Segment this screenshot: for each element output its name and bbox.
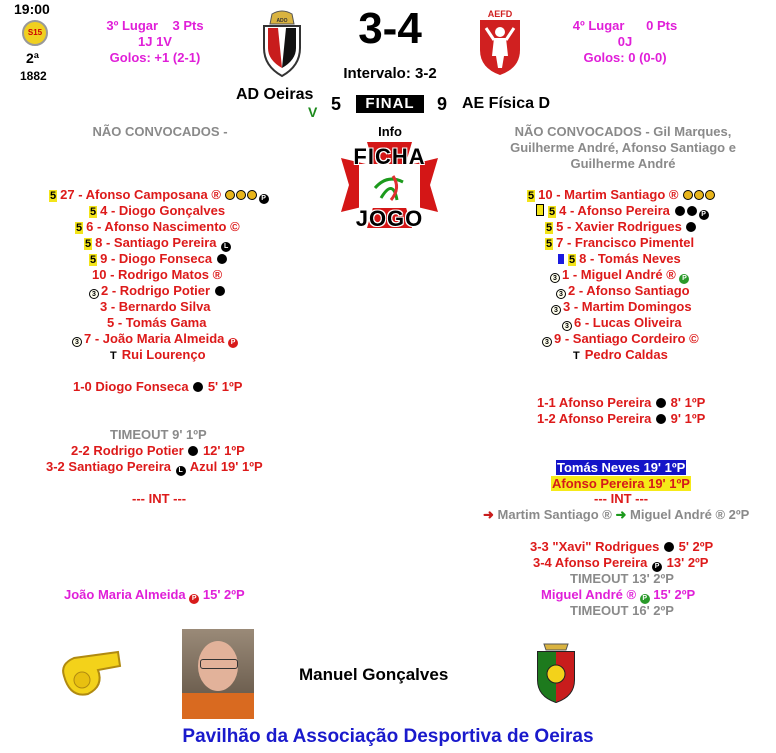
home-player-row[interactable]: [89, 283, 226, 299]
player-name: 27 - Afonso Camposana ®: [60, 187, 221, 202]
player-name: 7 - João Maria Almeida: [84, 331, 225, 346]
home-coach-row[interactable]: [110, 347, 206, 364]
event-time: 12' 1ºP: [202, 443, 245, 458]
home-position: 3º Lugar: [106, 18, 159, 33]
goal-ball-icon: [686, 222, 696, 232]
penalty-icon: P: [652, 562, 662, 572]
away-goal-event: [537, 395, 705, 411]
player-name: 10 - Rodrigo Matos ®: [92, 267, 223, 282]
away-not-called: NÃO CONVOCADOS - Gil Marques, Guilherme André, Afonso Santiago e Guilherme André: [510, 124, 736, 171]
away-team-name[interactable]: AE Física D: [462, 95, 551, 112]
goal-ball-icon: [656, 398, 666, 408]
home-card-event: [64, 587, 245, 604]
event-time: 13' 2ºP: [666, 555, 709, 570]
goal-ball-icon: [217, 254, 227, 264]
player-name: 3 - Bernardo Silva: [100, 299, 211, 314]
association-crest-icon: [532, 640, 580, 706]
event-text: 2-2 Rodrigo Potier: [71, 443, 184, 458]
final-status-text: FINAL: [365, 95, 415, 112]
player-name: 7 - Francisco Pimentel: [556, 235, 695, 250]
home-player-row[interactable]: [92, 267, 222, 283]
home-timeout-event: TIMEOUT 9' 1ºP: [110, 427, 207, 442]
event-text: Martim Santiago ®: [497, 507, 612, 522]
event-text: 1-0 Diogo Fonseca: [73, 379, 189, 394]
away-timeout-event: TIMEOUT 16' 2ºP: [570, 603, 674, 618]
goal-ball-icon: [215, 286, 225, 296]
away-position: 4º Lugar: [572, 18, 625, 33]
away-goal-event: [533, 555, 708, 572]
goal-ball-icon: [675, 206, 685, 216]
home-standing: [85, 18, 225, 66]
five-badge: 5: [50, 190, 57, 202]
game-id: 1882: [20, 69, 47, 83]
third-card-icon: 3: [551, 305, 561, 315]
home-goals: Golos: +1 (2-1): [109, 50, 201, 65]
event-text: Miguel André ® 2ºP: [630, 507, 750, 522]
long-icon: [705, 190, 715, 200]
away-yellow-card-event: Afonso Pereira 19' 1ºP: [552, 476, 690, 491]
home-interval-marker: --- INT ---: [132, 491, 187, 506]
event-text: 1-1 Afonso Pereira: [537, 395, 652, 410]
event-time: 15' 2ºP: [653, 587, 696, 602]
sub-out-arrow-icon: ➜: [483, 507, 494, 522]
away-points: 0 Pts: [646, 18, 678, 33]
away-goals: Golos: 0 (0-0): [583, 50, 667, 65]
round-badge-text: S15: [27, 28, 43, 37]
event-text: 1-2 Afonso Pereira: [537, 411, 652, 426]
home-points: 3 Pts: [172, 18, 204, 33]
home-player-row[interactable]: [89, 251, 228, 267]
third-card-icon: 3: [72, 337, 82, 347]
away-player-row[interactable]: [556, 283, 690, 299]
event-time: 5' 1ºP: [207, 379, 243, 394]
penalty-icon: P: [189, 594, 199, 604]
player-name: 4 - Diogo Gonçalves: [100, 203, 226, 218]
coach-name: Rui Lourenço: [121, 347, 206, 362]
player-name: 2 - Afonso Santiago: [568, 283, 690, 298]
player-name: 9 - Diogo Fonseca: [100, 251, 213, 266]
coach-icon: T: [110, 350, 117, 362]
away-player-row[interactable]: [527, 187, 715, 203]
away-player-row[interactable]: [558, 251, 681, 267]
round-number: 2ª: [26, 50, 39, 66]
final-score: 3-4: [358, 4, 422, 53]
blue-card-icon: [558, 254, 564, 264]
player-name: 9 - Santiago Cordeiro ©: [554, 331, 699, 346]
five-badge: 5: [90, 206, 97, 218]
away-timeout-event: TIMEOUT 13' 2ºP: [570, 571, 674, 586]
away-blue-card-event: Tomás Neves 19' 1ºP: [557, 460, 686, 475]
referee-name[interactable]: Manuel Gonçalves: [299, 665, 449, 684]
five-badge: 5: [90, 254, 97, 266]
round-badge-icon: [22, 20, 48, 46]
event-time: Azul 19' 1ºP: [189, 459, 263, 474]
away-player-row[interactable]: [542, 331, 699, 347]
home-record: 1J 1V: [138, 34, 172, 49]
goal-ball-icon: [193, 382, 203, 392]
penalty-icon: P: [699, 210, 709, 220]
svg-text:ADO: ADO: [276, 18, 288, 24]
five-badge: 5: [546, 238, 553, 250]
third-card-icon: 3: [542, 337, 552, 347]
gold-card-icon: [225, 190, 235, 200]
away-crest-icon: [474, 8, 526, 76]
home-player-row[interactable]: [89, 203, 225, 219]
gold-card-icon: [236, 190, 246, 200]
home-player-row[interactable]: [72, 331, 238, 348]
event-text: 3-4 Afonso Pereira: [533, 555, 648, 570]
gold-card-icon: [683, 190, 693, 200]
five-badge: 5: [546, 222, 553, 234]
ficha-jogo-button[interactable]: [337, 138, 442, 232]
player-name: 3 - Martim Domingos: [563, 299, 692, 314]
home-player-row[interactable]: [100, 299, 211, 315]
home-fouls: 5: [331, 94, 342, 114]
away-coach-row[interactable]: [573, 347, 668, 364]
five-badge: 5: [76, 222, 83, 234]
green-penalty-icon: P: [679, 274, 689, 284]
event-time: 9' 1ºP: [670, 411, 706, 426]
info-link[interactable]: Info: [378, 124, 402, 139]
event-time: 15' 2ºP: [202, 587, 245, 602]
player-name: 1 - Miguel André ®: [562, 267, 676, 282]
home-goal-event: [46, 459, 263, 476]
home-goal-event: [73, 379, 242, 395]
final-status-badge: [356, 95, 424, 113]
third-card-icon: 3: [556, 289, 566, 299]
venue-name[interactable]: Pavilhão da Associação Desportiva de Oeiras: [182, 726, 594, 747]
penalty-icon: P: [228, 338, 238, 348]
away-player-row[interactable]: [536, 203, 710, 220]
event-text: 3-2 Santiago Pereira: [46, 459, 171, 474]
referee-shirt: [182, 693, 254, 719]
away-record: 0J: [617, 34, 633, 49]
gold-card-icon: [694, 190, 704, 200]
long-icon: L: [221, 242, 231, 252]
referee-photo: [182, 629, 254, 719]
event-text: 3-3 "Xavi" Rodrigues: [530, 539, 660, 554]
home-crest-icon: [258, 8, 306, 78]
event-text: João Maria Almeida: [64, 587, 186, 602]
goal-ball-icon: [656, 414, 666, 424]
coach-name: Pedro Caldas: [584, 347, 668, 362]
away-player-row[interactable]: [550, 267, 689, 284]
home-not-called: NÃO CONVOCADOS -: [92, 124, 228, 139]
halftime-score: Intervalo: 3-2: [343, 65, 437, 82]
five-badge: 5: [569, 254, 576, 266]
away-player-row[interactable]: [562, 315, 682, 331]
player-name: 2 - Rodrigo Potier: [101, 283, 211, 298]
away-player-row[interactable]: [545, 219, 697, 235]
away-fouls: 9: [437, 94, 448, 114]
player-name: 6 - Lucas Oliveira: [574, 315, 682, 330]
third-card-icon: 3: [550, 273, 560, 283]
away-goal-event: [537, 411, 705, 427]
five-badge: 5: [528, 190, 535, 202]
player-name: 10 - Martim Santiago ®: [538, 187, 679, 202]
home-player-row[interactable]: [75, 219, 240, 235]
away-crest-text: AEFD: [487, 9, 513, 19]
away-player-row[interactable]: [551, 299, 692, 315]
coach-icon: T: [573, 350, 580, 362]
player-name: 8 - Tomás Neves: [579, 251, 681, 266]
referee-glasses: [200, 659, 238, 669]
match-time: 19:00: [14, 1, 50, 17]
green-penalty-icon: P: [640, 594, 650, 604]
player-name: 5 - Tomás Gama: [107, 315, 207, 330]
player-name: 4 - Afonso Pereira: [559, 203, 670, 218]
ficha-line2: JOGO: [355, 206, 424, 231]
ficha-line1: FICHA: [353, 144, 426, 169]
away-goal-event: [530, 539, 713, 555]
gold-card-icon: [247, 190, 257, 200]
goal-ball-icon: [687, 206, 697, 216]
goal-ball-icon: [664, 542, 674, 552]
player-name: 8 - Santiago Pereira: [95, 235, 217, 250]
goal-ball-icon: [188, 446, 198, 456]
five-badge: 5: [549, 206, 556, 218]
event-time: 5' 2ºP: [678, 539, 714, 554]
whistle-icon: [54, 646, 126, 702]
third-card-icon: 3: [89, 289, 99, 299]
box-icon: [536, 204, 544, 216]
player-name: 5 - Xavier Rodrigues: [556, 219, 682, 234]
home-player-row[interactable]: [84, 235, 232, 252]
home-team-name[interactable]: AD Oeiras: [236, 86, 314, 103]
home-player-row[interactable]: [49, 187, 270, 204]
away-card-event: [541, 587, 695, 604]
home-player-row[interactable]: [107, 315, 206, 331]
away-player-row[interactable]: [545, 235, 694, 251]
home-goal-event: [71, 443, 245, 459]
player-name: 6 - Afonso Nascimento ©: [86, 219, 240, 234]
away-interval-marker: --- INT ---: [594, 491, 649, 506]
sub-in-arrow-icon: ➜: [615, 507, 627, 522]
five-badge: 5: [85, 238, 92, 250]
away-standing: [555, 18, 695, 66]
away-substitution-event: [483, 507, 749, 523]
penalty-icon: P: [259, 194, 269, 204]
event-time: 8' 1ºP: [670, 395, 706, 410]
third-card-icon: 3: [562, 321, 572, 331]
long-icon: L: [176, 466, 186, 476]
event-text: Miguel André ®: [541, 587, 637, 602]
home-result-badge: V: [308, 104, 318, 120]
